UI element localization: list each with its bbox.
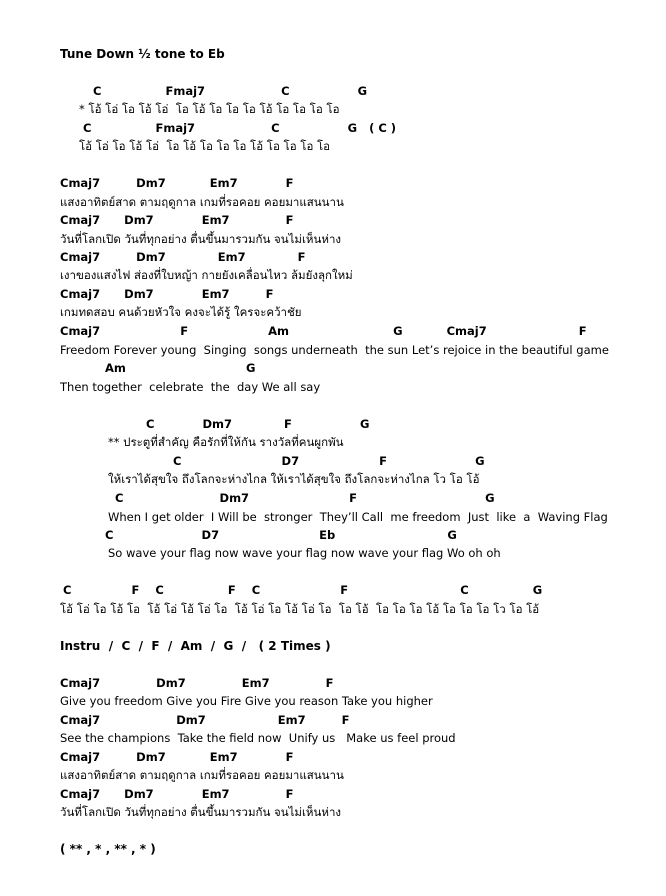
verse1-chords-1: Cmaj7 Dm7 Em7 F xyxy=(60,176,294,190)
verse1-lyric-6: Then together celebrate the day We all say xyxy=(60,380,321,394)
chorus-chords-1: C Dm7 F G xyxy=(146,417,370,431)
verse2-lyric-3: แสงอาทิตย์สาด ตามฤดูกาล เกมที่รอคอย คอยมาแสนนาน xyxy=(60,768,344,782)
verse1-chords-6: Am G xyxy=(105,361,256,375)
verse1-lyric-4: เกมทดสอบ คนด้วยหัวใจ คงจะได้รู้ ใครจะคว้าชัย xyxy=(60,305,302,319)
verse2-lyric-1: Give you freedom Give you Fire Give you reason Take you higher xyxy=(60,694,433,708)
chorus-lyric-3: When I get older I Will be stronger They’ll Call me freedom Just like a Waving Flag xyxy=(108,510,608,524)
verse1-lyric-1: แสงอาทิตย์สาด ตามฤดูกาล เกมที่รอคอย คอยมาแสนนาน xyxy=(60,195,344,209)
instrumental-line: Instru / C / F / Am / G / ( 2 Times ) xyxy=(60,639,331,653)
verse2-chords-4: Cmaj7 Dm7 Em7 F xyxy=(60,787,294,801)
verse1-lyric-3: เงาของแสงไฟ ส่องที่ใบหญ้า กายยังเคลื่อนไหว ล้มยังลุกใหม่ xyxy=(60,268,353,282)
chorus-lyric-1: ** ประตูที่สำคัญ คือรักที่ให้กัน รางวัลที่คนผูกพัน xyxy=(108,435,344,449)
verse1-lyric-5: Freedom Forever young Singing songs underneath the sun Let’s rejoice in the beautiful game xyxy=(60,343,609,357)
intro-chords-2: C Fmaj7 C G ( C ) xyxy=(83,121,397,135)
intro-lyric-2: โอ้ โอ่ โอ โอ้ โอ่ โอ โอ้ โอ โอ โอ โอ้ โอ โอ โอ โอ xyxy=(79,139,331,153)
verse1-chords-3: Cmaj7 Dm7 Em7 F xyxy=(60,250,306,264)
chorus-chords-2: C D7 F G xyxy=(173,454,485,468)
verse1-chords-5: Cmaj7 F Am G Cmaj7 F xyxy=(60,324,587,338)
intro-lyric-1: * โอ้ โอ่ โอ โอ้ โอ่ โอ โอ้ โอ โอ โอ โอ้ โอ โอ โอ โอ xyxy=(79,102,340,116)
verse1-chords-2: Cmaj7 Dm7 Em7 F xyxy=(60,213,294,227)
verse2-chords-1: Cmaj7 Dm7 Em7 F xyxy=(60,676,334,690)
outro-lyric: โอ้ โอ่ โอ โอ้ โอ โอ้ โอ่ โอ้ โอ่ โอ โอ้ โอ่ โอ โอ้ โอ่ โอ โอ โอ้ โอ โอ โอ โอ้ โอ โอ โอ โว โอ โอ้ xyxy=(60,602,540,616)
verse2-lyric-2: See the champions Take the field now Unify us Make us feel proud xyxy=(60,731,456,745)
chorus-chords-3: C Dm7 F G xyxy=(115,491,495,505)
tuning-title: Tune Down ½ tone to Eb xyxy=(60,47,225,61)
verse2-chords-3: Cmaj7 Dm7 Em7 F xyxy=(60,750,294,764)
chorus-lyric-2: ให้เราได้สุขใจ ถึงโลกจะห่างไกล ให้เราได้สุขใจ ถึงโลกจะห่างไกล โว โอ โอ้ xyxy=(108,472,480,486)
verse2-chords-2: Cmaj7 Dm7 Em7 F xyxy=(60,713,350,727)
verse2-lyric-4: วันที่โลกเปิด วันที่ทุกอย่าง ตื่นขึ้นมารวมกัน จนไม่เห็นห่าง xyxy=(60,805,342,819)
intro-chords-1: C Fmaj7 C G xyxy=(93,84,368,98)
verse1-chords-4: Cmaj7 Dm7 Em7 F xyxy=(60,287,274,301)
chorus-lyric-4: So wave your flag now wave your flag now wave your flag Wo oh oh xyxy=(108,546,501,560)
verse1-lyric-2: วันที่โลกเปิด วันที่ทุกอย่าง ตื่นขึ้นมารวมกัน จนไม่เห็นห่าง xyxy=(60,232,342,246)
outro-chords: C F C F C F C G xyxy=(63,583,543,597)
ending-sequence: ( ** , * , ** , * ) xyxy=(60,842,156,856)
chorus-chords-4: C D7 Eb G xyxy=(105,528,457,542)
